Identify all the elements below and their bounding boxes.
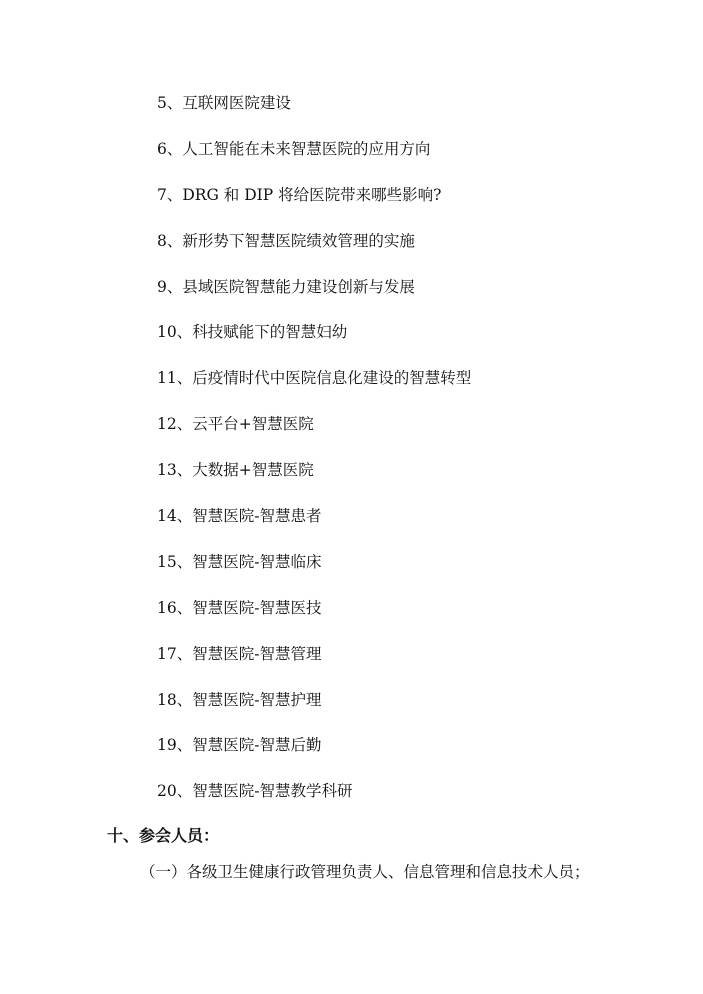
list-item: 15、智慧医院-智慧临床 (157, 552, 322, 571)
attendee-line: （一）各级卫生健康行政管理负责人、信息管理和信息技术人员； (140, 863, 590, 881)
list-item: 13、大数据+智慧医院 (157, 461, 314, 480)
section-heading: 十、参会人员： (107, 826, 220, 845)
list-item: 19、智慧医院-智慧后勤 (157, 736, 322, 755)
topic-list (157, 92, 471, 826)
list-item: 6、人工智能在未来智慧医院的应用方向 (157, 139, 431, 158)
list-item: 11、后疫情时代中医院信息化建设的智慧转型 (157, 369, 472, 388)
list-item: 5、互联网医院建设 (157, 94, 291, 112)
list-item: 20、智慧医院-智慧教学科研 (157, 782, 353, 801)
list-item: 9、县域医院智慧能力建设创新与发展 (157, 277, 415, 296)
list-item: 10、科技赋能下的智慧妇幼 (157, 323, 348, 342)
list-item: 18、智慧医院-智慧护理 (157, 690, 322, 709)
list-item: 16、智慧医院-智慧医技 (157, 598, 322, 617)
list-item: 12、云平台+智慧医院 (157, 415, 314, 434)
list-item: 17、智慧医院-智慧管理 (157, 644, 322, 663)
list-item: 8、新形势下智慧医院绩效管理的实施 (157, 231, 415, 250)
list-item: 14、智慧医院-智慧患者 (157, 507, 322, 526)
list-item: 7、DRG 和 DIP 将给医院带来哪些影响? (157, 185, 442, 204)
